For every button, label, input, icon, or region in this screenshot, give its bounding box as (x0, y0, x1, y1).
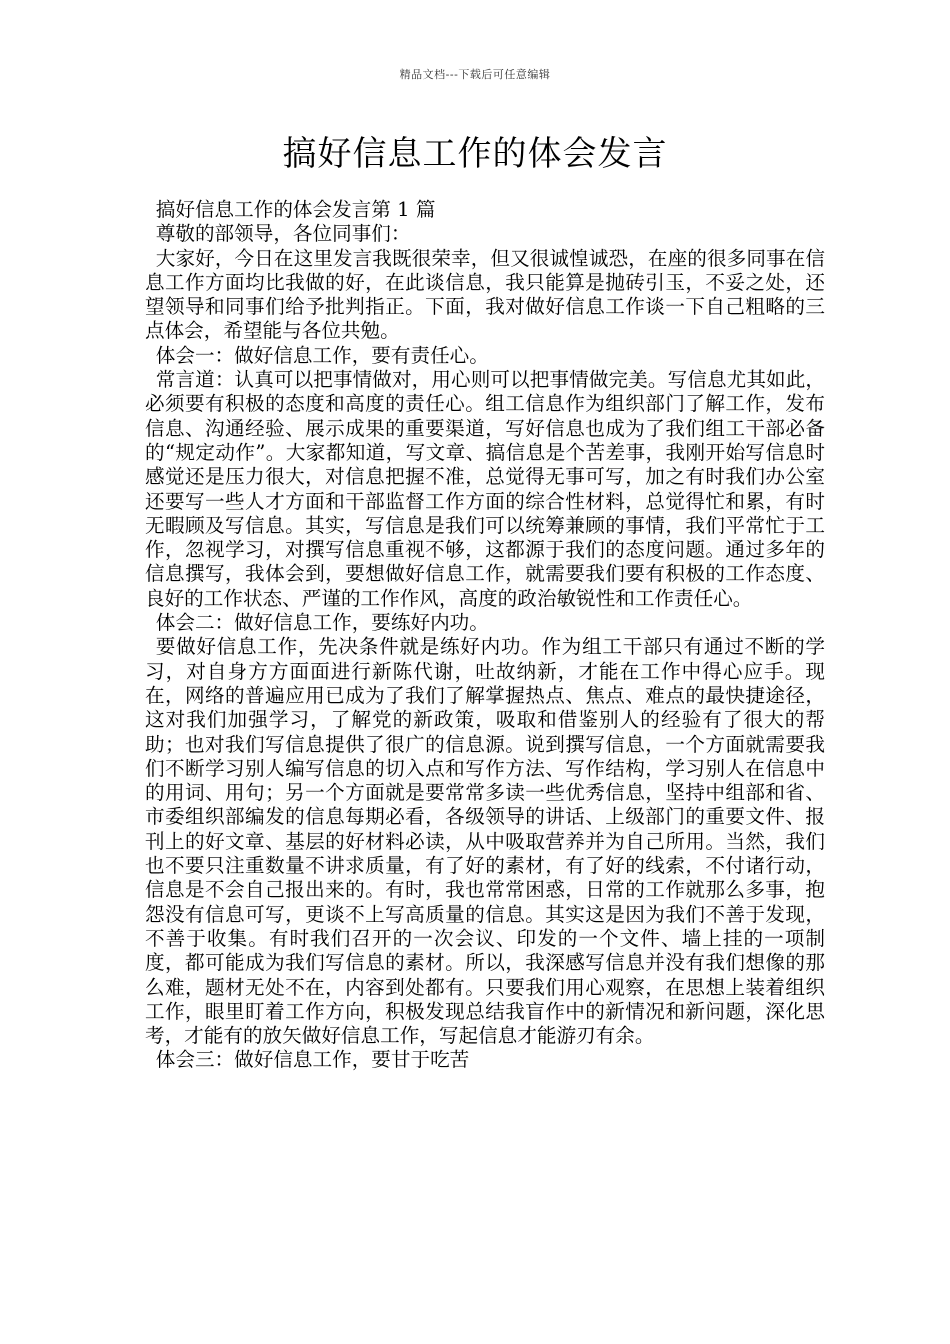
section-heading: 搞好信息工作的体会发言第 1 篇 (155, 198, 436, 221)
subheading-2: 体会二：做好信息工作，要练好内功。 (155, 611, 489, 635)
subheading-3: 体会三：做好信息工作，要甘于吃苦 (155, 1048, 470, 1072)
paragraph: 要做好信息工作，先决条件就是练好内功。作为组工干部只有通过不断的学习，对自身方方面面进行新陈代谢，吐故纳新，才能在工作中得心应手。现在，网络的普遍应用已成为了我们了解掌握热点、焦点、难点的最快捷途径，这对我们加强学习，了解党的新政策，吸取和借鉴别人的经验有了很大的帮助；也对我们写信息提供了很广的信息源。说到撰写信息，一个方面就需要我们不断学习别人编写信息的切入点和写作方法、写作结构，学习别人在信息中的用词、用句；另一个方面就是要常常多读一些优秀信息，坚持中组部和省、市委组织部编发的信息每期必看，各级领导的讲话、上级部门的重要文件、报刊上的好文章、基层的好材料必读，从中吸取营养并为自己所用。当然，我们也不要只注重数量不讲求质量，有了好的素材，有了好的线索，不付诸行动，信息是不会自己报出来的。有时，我也常常困惑，日常的工作就那么多事，抱怨没有信息可写，更谈不上写高质量的信息。其实这是因为我们不善于发现，不善于收集。有时我们召开的一次会议、印发的一个文件、墙上挂的一项制度，都可能成为我们写信息的素材。所以，我深感写信息并没有我们想像的那么难，题材无处不在，内容到处都有。只要我们用心观察，在思想上装着组织工作，眼里盯着工作方向，积极发现总结我盲作中的新情况和新问题，深化思考，才能有的放矢做好信息工作，写起信息才能游刃有余。 (145, 635, 825, 1048)
document-body (145, 198, 825, 1073)
paragraph: 常言道：认真可以把事情做对，用心则可以把事情做完美。写信息尤其如此，必须要有积极的态度和高度的责任心。组工信息作为组织部门了解工作，发布信息、沟通经验、展示成果的重要渠道，写好信息也成为了我们组工干部必备的“规定动作”。大家都知道，写文章、搞信息是个苦差事，我刚开始写信息时感觉还是压力很大，对信息把握不准，总觉得无事可写，加之有时我们办公室还要写一些人才方面和干部监督工作方面的综合性材料，总觉得忙和累，有时无暇顾及写信息。其实，写信息是我们可以统筹兼顾的事情，我们平常忙于工作，忽视学习，对撰写信息重视不够，这都源于我们的态度问题。通过多年的信息撰写，我体会到，要想做好信息工作，就需要我们要有积极的工作态度、良好的工作状态、严谨的工作作风，高度的政治敏锐性和工作责任心。 (145, 368, 825, 610)
header-note: 精品文档---下载后可任意编辑 (399, 68, 551, 81)
page-title: 搞好信息工作的体会发言 (282, 134, 668, 174)
salutation: 尊敬的部领导，各位同事们： (155, 222, 411, 246)
paragraph: 大家好，今日在这里发言我既很荣幸，但又很诚惶诚恐，在座的很多同事在信息工作方面均比我做的好，在此谈信息，我只能算是抛砖引玉，不妥之处，还望领导和同事们给予批判指正。下面，我对做好信息工作谈一下自己粗略的三点体会，希望能与各位共勉。 (145, 246, 825, 343)
subheading-1: 体会一：做好信息工作，要有责任心。 (155, 343, 489, 367)
